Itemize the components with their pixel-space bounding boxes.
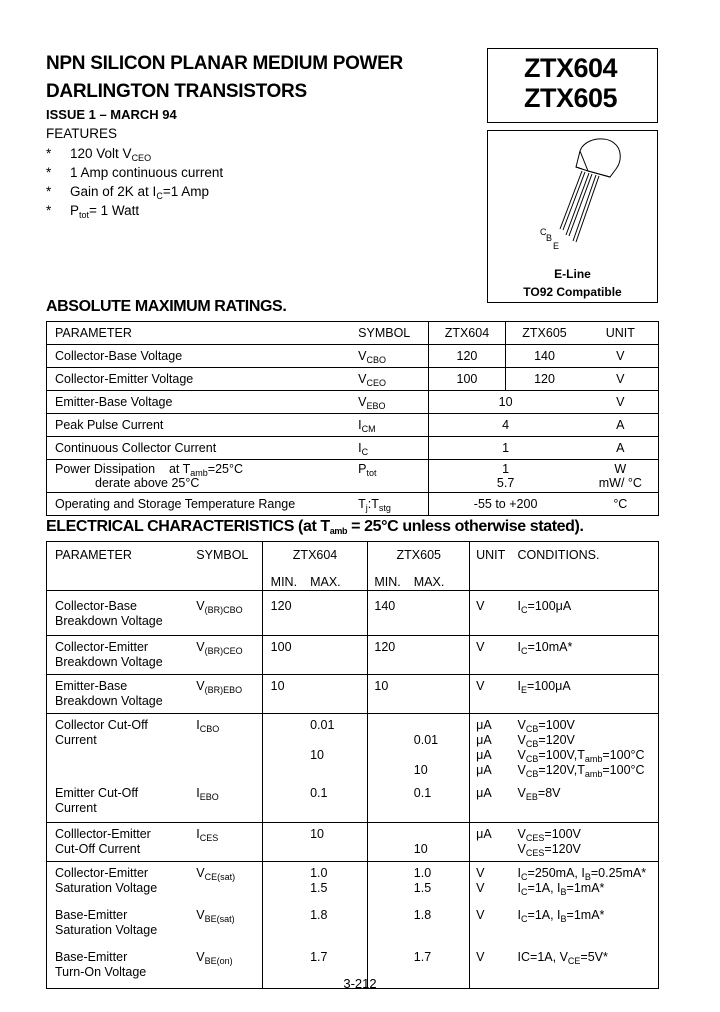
part-number-604: ZTX604: [524, 53, 618, 83]
part-number-605: ZTX605: [524, 83, 618, 113]
document-title: NPN SILICON PLANAR MEDIUM POWER DARLINGTON TRANSISTORS: [46, 53, 403, 102]
elec-char-heading: ELECTRICAL CHARACTERISTICS (at $T_{amb} = 25^\circ C$ unless otherwise stated).: [46, 518, 584, 536]
part-number-box: [487, 48, 658, 123]
table-header-row: MIN. MAX. MIN. MAX.: [47, 563, 659, 591]
feature-item: * Gain of 2K at $I_C=1$ Amp: [46, 184, 209, 201]
table-row: Operating and Storage Temperature Range $T_j:T_{stg}$ -55 to +200 °C: [47, 493, 659, 516]
package-compat: TO92 Compatible: [523, 285, 622, 299]
table-row: Colllector-Emitter Cut-Off Current $I_{CES}$ 10 10 μA $V_{CES}=100V$ $V_{CES}=120V$: [47, 823, 659, 862]
feature-item: * 120 Volt $V_{CEO}$: [46, 146, 152, 163]
table-row: Collector-Base Breakdown Voltage $V_{(BR)CBO}$ 120 140 V $I_C=100\mu A$: [47, 591, 659, 636]
table-header-row: PARAMETER SYMBOL ZTX604 ZTX605 UNIT CONDITIONS.: [47, 542, 659, 564]
table-row: Collector-Emitter Saturation Voltage $V_{CE(sat)}$ 1.0 1.5 1.0 1.5 V V $I_C=250mA$, $I_B=0.25mA*$ $I_C=1A$, $I_B=1mA*$: [47, 862, 659, 901]
table-row: Power Dissipation at $T_{amb}=25^\circ C$ derate above 25°C $P_{tot}$ 1 5.7 W mW/ °C: [47, 460, 659, 493]
table-row: Emitter-Base Breakdown Voltage $V_{(BR)EBO}$ 10 10 V $I_E=100\mu A$: [47, 675, 659, 714]
table-row: Base-Emitter Turn-On Voltage $V_{BE(on)}$ 1.7 1.7 V IC=1A, $V_{CE}=5V*$: [47, 942, 659, 989]
table-row: Base-Emitter Saturation Voltage $V_{BE(sat)}$ 1.8 1.8 V $I_C=1A$, $I_B=1mA*$: [47, 900, 659, 942]
features-heading: FEATURES: [46, 126, 118, 141]
issue-line: ISSUE 1 – MARCH 94: [46, 107, 177, 122]
elec-char-table: [46, 541, 659, 989]
table-row: Collector-Emitter Breakdown Voltage $V_{(BR)CEO}$ 100 120 V $I_C=10mA*$: [47, 636, 659, 675]
table-row: Emitter Cut-Off Current $I_{EBO}$ 0.1 0.1 μA $V_{EB}=8V$: [47, 778, 659, 823]
abs-max-heading: ABSOLUTE MAXIMUM RATINGS.: [46, 298, 287, 315]
pin-label-c: C: [540, 227, 547, 237]
package-name: E-Line: [554, 267, 591, 281]
feature-item: * 1 Amp continuous current: [46, 165, 224, 180]
table-row: Peak Pulse Current $I_{CM}$ 4 A: [47, 414, 659, 437]
page-number: 3-212: [343, 976, 377, 991]
abs-max-table: [46, 321, 659, 516]
table-row: Collector Cut-Off Current $I_{CBO}$ 0.01 10 0.01 10 μA μA μA μA $V_{CB}=100V$ $V_{CB}=120V$ $V_{CB}=100V,T_{amb}=100^\circ C$ $V_{CB}=120V,T_{amb}=100^\circ C$: [47, 714, 659, 779]
table-row: Collector-Emitter Voltage $V_{CEO}$ 100 120 V: [47, 368, 659, 391]
table-row: Collector-Base Voltage $V_{CBO}$ 120 140 V: [47, 345, 659, 368]
table-header-row: PARAMETER SYMBOL ZTX604 ZTX605 UNIT: [47, 322, 659, 345]
pin-label-e: E: [553, 241, 560, 251]
transistor-package-icon: [488, 131, 657, 261]
feature-item: * $P_{tot}= 1$ Watt: [46, 203, 140, 220]
table-row: Emitter-Base Voltage $V_{EBO}$ 10 V: [47, 391, 659, 414]
table-row: Continuous Collector Current $I_C$ 1 A: [47, 437, 659, 460]
package-box: [487, 130, 658, 303]
pin-label-b: B: [546, 233, 553, 243]
